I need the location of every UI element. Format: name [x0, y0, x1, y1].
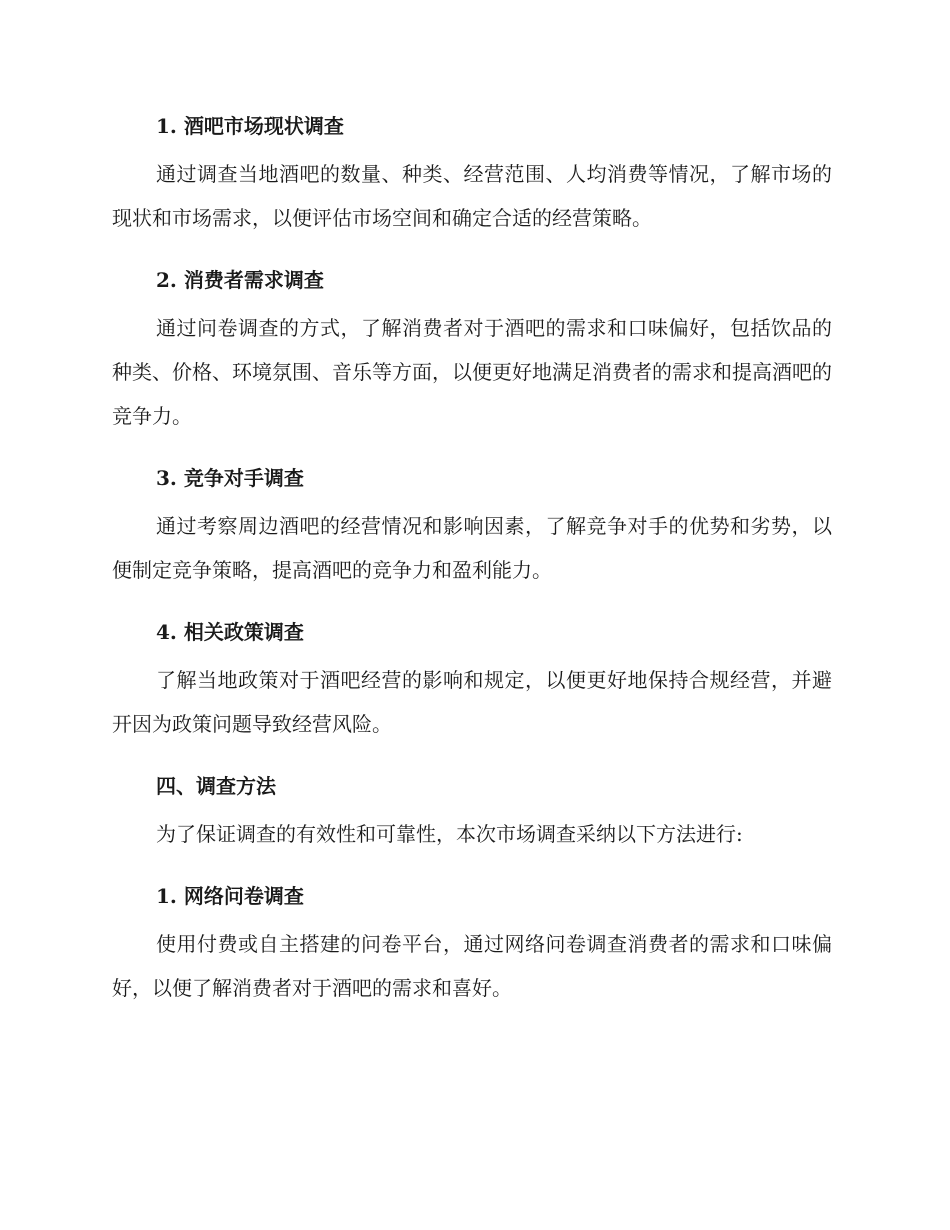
- section-heading: 1. 网络问卷调查: [156, 884, 304, 908]
- section-heading: 2. 消费者需求调查: [156, 268, 324, 292]
- section-heading: 4. 相关政策调查: [156, 620, 304, 644]
- section-paragraph: 了解当地政策对于酒吧经营的影响和规定，以便更好地保持合规经营，并避开因为政策问题导致经营风险。: [112, 668, 832, 736]
- section-paragraph: 使用付费或自主搭建的问卷平台，通过网络问卷调查消费者的需求和口味偏好，以便了解消费者对于酒吧的需求和喜好。: [112, 932, 832, 1000]
- section-paragraph: 通过问卷调查的方式，了解消费者对于酒吧的需求和口味偏好，包括饮品的种类、价格、环境氛围、音乐等方面，以便更好地满足消费者的需求和提高酒吧的竞争力。: [112, 316, 832, 428]
- chapter-heading: 四、调查方法: [156, 774, 276, 798]
- section-paragraph: 通过调查当地酒吧的数量、种类、经营范围、人均消费等情况，了解市场的现状和市场需求，以便评估市场空间和确定合适的经营策略。: [112, 162, 832, 230]
- section-heading: 1. 酒吧市场现状调查: [156, 114, 344, 138]
- section-paragraph: 通过考察周边酒吧的经营情况和影响因素，了解竞争对手的优势和劣势，以便制定竞争策略，提高酒吧的竞争力和盈利能力。: [112, 514, 832, 582]
- document-page: [112, 104, 832, 1028]
- section-paragraph: 为了保证调查的有效性和可靠性，本次市场调查采纳以下方法进行:: [156, 822, 743, 846]
- section-heading: 3. 竞争对手调查: [156, 466, 304, 490]
